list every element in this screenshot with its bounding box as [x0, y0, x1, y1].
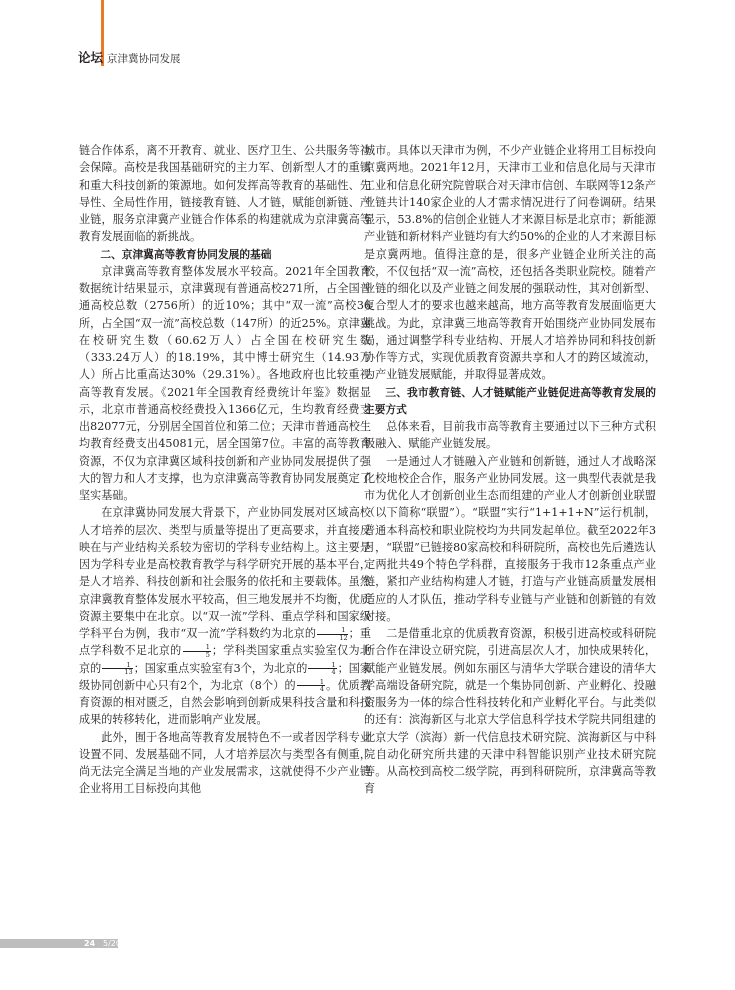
page-number: 24: [84, 939, 96, 948]
running-header: [78, 48, 181, 66]
paragraph-continuation: 链合作体系，离不开教育、就业、医疗卫生、公共服务等社会保障。高校是我国基础研究的主力军、创新型人才的重镇和重大科技创新的策源地。如何发挥高等教育的基础性、先导性、全局性作用，链接教育链、人才链，赋能创新链、产业链，服务京津冀产业链合作体系的构建就成为京津冀高等教育发展面临的新挑战。: [79, 144, 371, 244]
issue-number: 5/2023: [103, 939, 132, 948]
paragraph-approach-2: 二是借重北京的优质教育资源，积极引进高校或科研院所合作在津设立研究院，引进高层次人才，加快成果转化，赋能产业链发展。例如东丽区与清华大学联合建设的清华大学高端设备研究院，就是一个集协同创新、产业孵化、投融资服务为一体的综合性科技转化和产业孵化平台。与此类似的还有：滨海新区与北京大学信息科学技术学院共同组建的北京大学（滨海）新一代信息技术研究院、滨海新区与中科院自动化研究所共建的天津中科智能识别产业技术研究院等。从高校到高校二级学院，再到科研院所，京津冀高等教育: [364, 627, 656, 796]
paragraph-approach-1: 一是通过人才链融入产业链和创新链，通过人才战略深化校地校企合作，服务产业协同发展。这一典型代表就是我市为优化人才创新创业生态而组建的产业人才创新创业联盟（以下简称“联盟”）。“联盟”实行“1+1+1+N”运行机制，普通本科高校和职业院校均为共同发起单位。截至2022年3月，“联盟”已链接80家高校和科研院所，高校也先后遴选认定两批共49个特色学科群，直接服务于我市12条重点产业链，紧扣产业结构构建人才链，打造与产业链高质量发展相适应的人才队伍，推动学科专业链与产业链和创新链的有效对接。: [364, 454, 656, 623]
section-heading-3: 三、我市教育链、人才链赋能产业链促进高等教育发展的主要方式: [364, 385, 656, 416]
right-column: [364, 142, 656, 798]
paragraph-resource-imbalance: 在京津冀协同发展大背景下，产业协同发展对区域高校人才培养的层次、类型与质量等提出了更高要求，并直接反映在与产业结构关系较为密切的学科专业结构上。这主要是因为学科专业是高校教育教学与科学研究开展的基本平台，是人才培养、科技创新和社会服务的依托和主要载体。虽然京津冀教育整体发展水平较高，但三地发展并不均衡，优质资源主要集中在北京。以“双一流”学科、重点学科和国家级学科平台为例，我市“双一流”学科数约为北京的 $\frac{1}{12}$ ；重点学科数不足北京的 $\frac{1}{5}$ ；学科类国家重点实验室仅为北京的 $\frac{1}{13}$ ；国家重点实验室有3个，为北京的 $\frac{1}{4}$ ；国家级协同创新中心只有2个，为北京（8个）的 $\frac{1}{4}$ 。优质教育资源的相对匮乏，自然会影响到创新成果科技含量和科技成果的转移转化，进而影响产业发展。: [79, 506, 371, 727]
fraction: $\frac{1}{4}$: [308, 662, 336, 676]
paragraph-education-overview: 京津冀高等教育整体发展水平较高。2021年全国教育数据统计结果显示，京津冀现有普通高校271所，占全国普通高校总数（2756所）的近10%；其中“双一流”高校36所，占全国“双一流”高校总数（147所）的近25%。京津冀在校研究生数（60.62万人）占全国在校研究生数（333.24万人）的18.19%，其中博士研究生（14.93万人）所占比重高达30%（29.31%）。各地政府也比较重视高等教育发展。《2021年全国教育经费统计年鉴》数据显示，北京市普通高校经费投入1366亿元，生均教育经费支出82077元，分别居全国首位和第二位；天津市普通高校生均教育经费支出45081元，居全国第7位。丰富的高等教育资源，不仅为京津冀区域科技创新和产业协同发展提供了强大的智力和人才支撑，也为京津冀高等教育协同发展奠定了坚实基础。: [79, 264, 371, 502]
fraction: $\frac{1}{5}$: [183, 644, 211, 658]
fraction: $\frac{1}{4}$: [297, 679, 325, 693]
fraction: $\frac{1}{12}$: [317, 627, 347, 641]
section-heading-2: 二、京津冀高等教育协同发展的基础: [100, 247, 272, 261]
column-label: 京津冀协同发展: [107, 53, 181, 65]
footer-bar: [0, 939, 118, 948]
paragraph-continuation: 城市。具体以天津市为例，不少产业链企业将用工目标投向京冀两地。2021年12月，天津市工业和信息化局与天津市工业和信息化研究院曾联合对天津市信创、车联网等12条产业链共计140家企业的人才需求情况进行了问卷调研。结果显示，53.8%的信创企业链人才来源目标是北京市；新能源产业链和新材料产业链均有大约50%的企业的人才来源目标是京冀两地。值得注意的是，很多产业链企业所关注的高校，不仅包括“双一流”高校，还包括各类职业院校。随着产业链的细化以及产业链之间发展的强联动性，其对创新型、复合型人才的要求也越来越高，地方高等教育发展面临更大挑战。为此，京津冀三地高等教育开始围绕产业协同发展布局，通过调整学科专业结构、开展人才培养协同和科技创新协作等方式，实现优质教育资源共享和人才的跨区域流动，为产业链发展赋能，并取得显著成效。: [364, 144, 656, 382]
fraction: $\frac{1}{13}$: [102, 662, 132, 676]
section-label: 论坛: [78, 50, 104, 65]
paragraph-summary: 总体来看，目前我市高等教育主要通过以下三种方式积极融入、赋能产业链发展。: [364, 420, 656, 451]
left-column: [79, 142, 371, 798]
paragraph-talent-mismatch: 此外，囿于各地高等教育发展特色不一或者因学科专业设置不同、发展基础不同，人才培养层次与类型各有侧重，尚无法完全满足当地的产业发展需求，这就使得不少产业链企业将用工目标投向其他: [79, 730, 371, 796]
